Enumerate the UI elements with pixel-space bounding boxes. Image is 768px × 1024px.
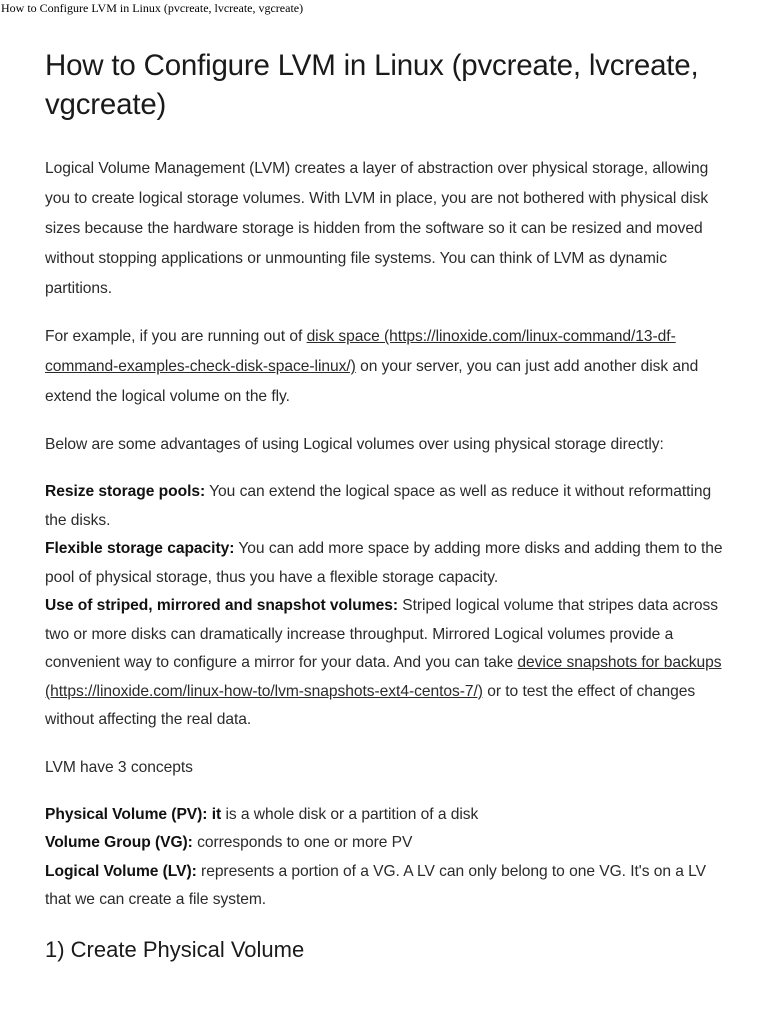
example-text-after: on your server, you can just add another disk and extend the logical volume on the fly. [45,358,699,405]
concept-lv [45,858,725,915]
advantage-striped-label: Use of striped, mirrored and snapshot volumes: [45,597,398,614]
disk-space-link[interactable]: disk space (https://linoxide.com/linux-command/13-df-command-examples-check-disk-space-linux/) [45,328,676,375]
intro-paragraph: Logical Volume Management (LVM) creates a layer of abstraction over physical storage, allowing you to create logical storage volumes. With LVM in place, you are not bothered with physical disk sizes because the hardware storage is hidden from the software so it can be resized and moved without stopping applications or unmounting file systems. You can think of LVM as dynamic partitions. [45,160,709,297]
concept-pv-label: Physical Volume (PV): it [45,805,222,823]
advantages-intro: Below are some advantages of using Logical volumes over using physical storage directly: [45,436,664,453]
example-paragraph [45,322,725,412]
example-text-before: For example, if you are running out of [45,328,307,345]
concept-pv [45,801,725,830]
article [45,46,725,965]
advantage-flexible-label: Flexible storage capacity: [45,540,235,557]
advantage-striped-text: Striped logical volume that stripes data across two or more disks can dramatically increase throughput. Mirrored Logical volumes provide a convenient way to configure a mirror for your data. And you can take [45,597,718,671]
advantage-flexible-text: You can add more space by adding more disks and adding them to the pool of physical storage, thus you have a flexible storage capacity. [45,540,723,586]
concept-lv-label: Logical Volume (LV): [45,862,197,880]
device-snapshots-link[interactable]: device snapshots for backups (https://linoxide.com/linux-how-to/lvm-snapshots-ext4-centos-7/) [45,654,722,700]
concept-vg [45,829,725,858]
advantage-flexible [45,535,725,592]
concept-pv-text: is a whole disk or a partition of a disk [221,805,479,823]
concept-lv-text: represents a portion of a VG. A LV can only belong to one VG. It's on a LV that we can create a file system. [45,862,706,908]
browser-page-title: How to Configure LVM in Linux (pvcreate, lvcreate, vgcreate) [1,1,304,15]
advantage-resize [45,478,725,535]
concept-vg-text: corresponds to one or more PV [192,834,413,851]
advantage-striped [45,592,725,735]
advantage-resize-text: You can extend the logical space as well as reduce it without reformatting the disks. [45,483,712,529]
advantage-resize-label: Resize storage pools: [45,483,206,500]
section-heading-create-pv: 1) Create Physical Volume [45,936,305,962]
advantages-list [45,478,725,735]
concepts-intro: LVM have 3 concepts [45,758,193,776]
concept-vg-label: Volume Group (VG): [45,834,193,851]
advantage-striped-after: or to test the effect of changes without affecting the real data. [45,682,696,728]
concepts-list [45,801,725,915]
article-title: How to Configure LVM in Linux (pvcreate, lvcreate, vgcreate) [45,49,699,121]
